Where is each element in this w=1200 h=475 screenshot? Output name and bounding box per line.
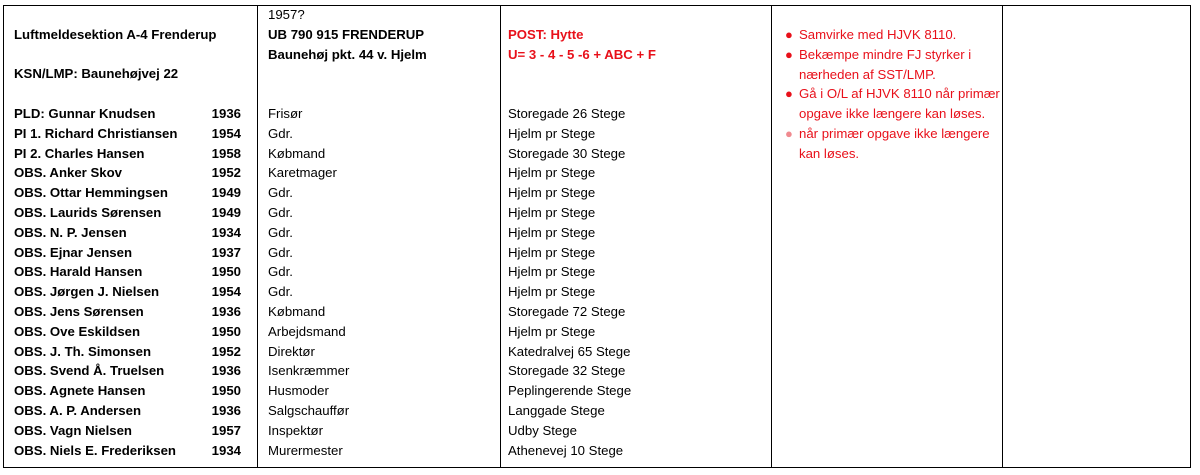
person-birth-year: 1936	[211, 402, 241, 418]
post-label: POST: Hytte	[508, 26, 584, 42]
person-occupation: Gdr.	[268, 224, 293, 240]
note-text: Gå i O/L af HJVK 8110 når primær opgave ikke længere kan løses.	[799, 86, 1000, 122]
bullet-icon: ●	[785, 86, 793, 102]
person-row	[14, 243, 241, 263]
person-row	[14, 302, 241, 322]
person-address: Peplingerende Stege	[508, 383, 632, 399]
note-item	[781, 84, 1003, 124]
note-text: Bekæmpe mindre FJ styrker i nærheden af SST/LMP.	[799, 46, 972, 82]
person-birth-year: 1949	[211, 204, 241, 220]
person-address: Katedralvej 65 Stege	[508, 343, 631, 359]
unit-name: Luftmeldesektion A-4 Frenderup	[14, 26, 217, 42]
note-text: når primær opgave ikke længere kan løses.	[799, 125, 990, 161]
person-birth-year: 1952	[211, 343, 241, 359]
person-row	[14, 282, 241, 302]
person-row	[14, 401, 241, 421]
person-birth-year: 1934	[211, 224, 241, 240]
person-occupation: Gdr.	[268, 204, 293, 220]
person-occupation: Karetmager	[268, 165, 337, 181]
person-occupation: Direktør	[268, 343, 315, 359]
person-address: Hjelm pr Stege	[508, 284, 596, 300]
person-birth-year: 1937	[211, 244, 241, 260]
person-name: OBS. Svend Å. Truelsen	[14, 363, 165, 379]
person-address: Hjelm pr Stege	[508, 125, 596, 141]
bullet-icon: ●	[785, 46, 793, 62]
person-name: OBS. Laurids Sørensen	[14, 204, 162, 220]
person-name: OBS. Ejnar Jensen	[14, 244, 132, 260]
bullet-icon: ●	[785, 27, 793, 42]
person-occupation: Købmand	[268, 145, 326, 161]
person-name: OBS. Harald Hansen	[14, 264, 143, 280]
address-list	[508, 104, 768, 460]
person-address: Storegade 32 Stege	[508, 363, 626, 379]
person-birth-year: 1952	[211, 165, 241, 181]
notes-column	[781, 25, 1003, 164]
person-name: OBS. Niels E. Frederiksen	[14, 442, 176, 458]
person-occupation: Salgschauffør	[268, 402, 350, 418]
person-birth-year: 1957	[211, 422, 241, 438]
person-name: OBS. Ove Eskildsen	[14, 323, 141, 339]
person-name: PLD: Gunnar Knudsen	[14, 105, 156, 121]
person-row	[14, 183, 241, 203]
person-row	[14, 144, 241, 164]
person-birth-year: 1954	[211, 125, 241, 141]
person-occupation: Gdr.	[268, 284, 293, 300]
person-name: OBS. Jørgen J. Nielsen	[14, 284, 160, 300]
address-column	[508, 5, 768, 460]
person-row	[14, 342, 241, 362]
note-item	[781, 45, 1003, 85]
person-occupation: Gdr.	[268, 125, 293, 141]
person-address: Hjelm pr Stege	[508, 244, 596, 260]
column-divider	[500, 5, 501, 468]
ksn-address: KSN/LMP: Baunehøjvej 22	[14, 66, 179, 82]
location: Baunehøj pkt. 44 v. Hjelm	[268, 46, 427, 62]
person-birth-year: 1950	[211, 264, 241, 280]
person-birth-year: 1954	[211, 284, 241, 300]
person-row	[14, 381, 241, 401]
u-code: U= 3 - 4 - 5 -6 + ABC + F	[508, 46, 656, 62]
person-row	[14, 163, 241, 183]
person-name: OBS. Anker Skov	[14, 165, 122, 181]
person-name: OBS. Ottar Hemmingsen	[14, 185, 168, 201]
person-address: Hjelm pr Stege	[508, 323, 596, 339]
names-column	[14, 5, 254, 460]
person-name: OBS. Vagn Nielsen	[14, 422, 132, 438]
person-name: OBS. J. Th. Simonsen	[14, 343, 152, 359]
person-birth-year: 1950	[211, 383, 241, 399]
person-birth-year: 1936	[211, 303, 241, 319]
occupation-list	[268, 104, 498, 460]
occupation-column	[268, 5, 498, 460]
person-occupation: Arbejdsmand	[268, 323, 346, 339]
person-occupation: Gdr.	[268, 185, 293, 201]
person-address: Hjelm pr Stege	[508, 204, 596, 220]
person-address: Hjelm pr Stege	[508, 224, 596, 240]
note-item	[781, 25, 1003, 45]
names-list	[14, 104, 254, 460]
person-occupation: Gdr.	[268, 264, 293, 280]
note-item	[781, 124, 1003, 164]
person-birth-year: 1934	[211, 442, 241, 458]
column-divider	[257, 5, 258, 468]
person-address: Storegade 72 Stege	[508, 303, 626, 319]
person-address: Hjelm pr Stege	[508, 185, 596, 201]
year-note: 1957?	[268, 7, 305, 22]
person-row	[14, 361, 241, 381]
person-occupation: Købmand	[268, 303, 326, 319]
person-occupation: Frisør	[268, 105, 303, 121]
person-birth-year: 1949	[211, 185, 241, 201]
person-occupation: Isenkræmmer	[268, 363, 350, 379]
person-address: Athenevej 10 Stege	[508, 442, 624, 458]
person-occupation: Husmoder	[268, 383, 329, 399]
person-occupation: Inspektør	[268, 422, 323, 438]
person-address: Udby Stege	[508, 422, 577, 438]
bullet-icon: ●	[785, 125, 793, 141]
person-address: Hjelm pr Stege	[508, 165, 596, 181]
ub-reference: UB 790 915 FRENDERUP	[268, 26, 425, 42]
person-address: Storegade 26 Stege	[508, 105, 626, 121]
person-name: PI 2. Charles Hansen	[14, 145, 145, 161]
person-address: Hjelm pr Stege	[508, 264, 596, 280]
person-name: OBS. A. P. Andersen	[14, 402, 142, 418]
person-row	[14, 322, 241, 342]
person-row	[14, 124, 241, 144]
person-row	[14, 262, 241, 282]
person-address: Langgade Stege	[508, 402, 605, 418]
person-birth-year: 1950	[211, 323, 241, 339]
note-text: Samvirke med HJVK 8110.	[799, 27, 957, 42]
person-name: OBS. Jens Sørensen	[14, 303, 144, 319]
person-address: Storegade 30 Stege	[508, 145, 626, 161]
person-name: OBS. Agnete Hansen	[14, 383, 146, 399]
person-row	[14, 104, 241, 124]
person-row	[14, 223, 241, 243]
person-row	[14, 421, 241, 441]
notes-list	[781, 25, 1003, 164]
person-occupation: Gdr.	[268, 244, 293, 260]
person-birth-year: 1936	[211, 105, 241, 121]
person-name: PI 1. Richard Christiansen	[14, 125, 178, 141]
person-row	[14, 203, 241, 223]
person-birth-year: 1936	[211, 363, 241, 379]
person-birth-year: 1958	[211, 145, 241, 161]
person-occupation: Murermester	[268, 442, 343, 458]
column-divider	[771, 5, 772, 468]
person-row	[14, 441, 241, 461]
person-name: OBS. N. P. Jensen	[14, 224, 127, 240]
